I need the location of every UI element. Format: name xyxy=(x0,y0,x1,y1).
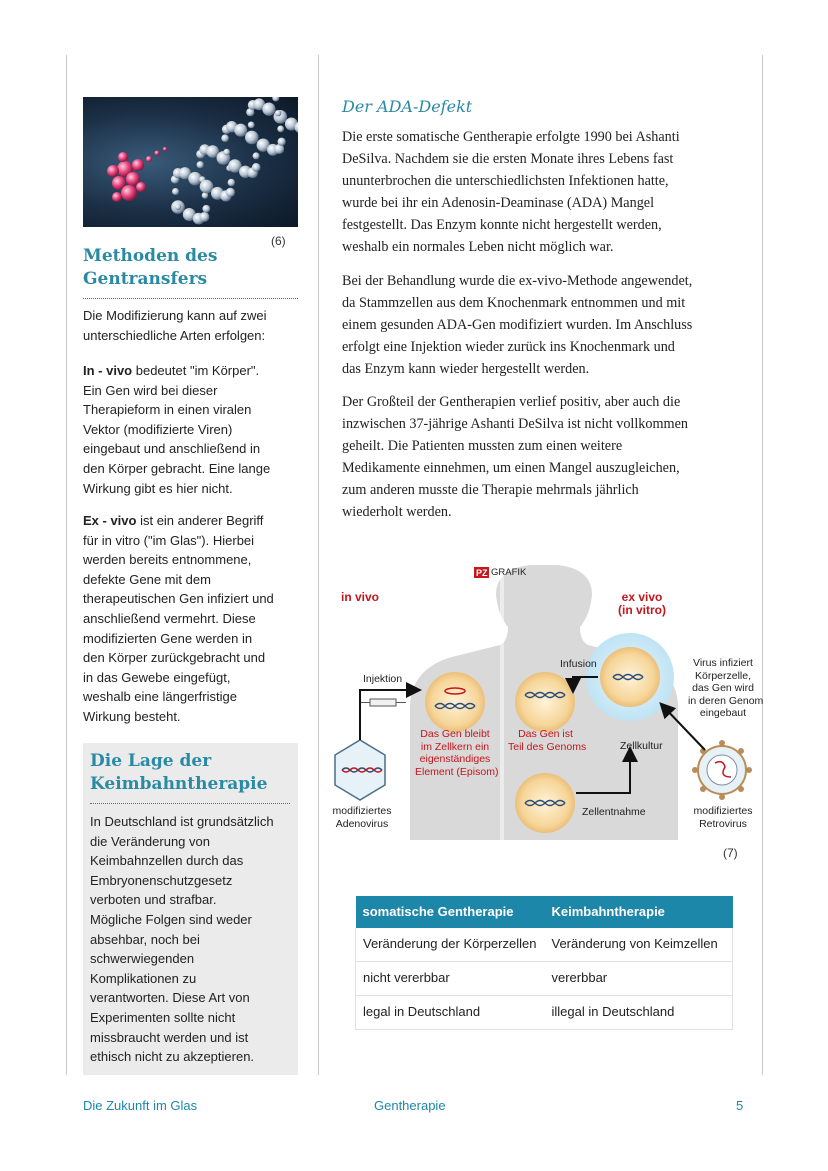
text-line: das Enzym kann wieder hergestellt werden. xyxy=(342,361,590,377)
label-line: Adenovirus xyxy=(335,817,389,830)
text-line: In Deutschland ist grundsätzlich xyxy=(90,814,274,829)
helix-bead xyxy=(175,204,181,210)
helix-bead xyxy=(200,180,214,194)
helix-bead xyxy=(228,179,235,186)
text-line: modifizierten Gene werden in xyxy=(83,630,253,646)
text-line: bedeutet "im Körper". xyxy=(132,363,260,378)
helix-bead xyxy=(221,134,229,142)
text-line: Medikamente einnehmen, um einen Mangel auszugleichen, xyxy=(342,460,680,476)
ada-heading: Der ADA-Defekt xyxy=(342,97,473,116)
text-line: festgestellt. Das Enzym konnte nicht hergestellt werden, xyxy=(342,217,662,233)
label-line: Das Gen bleibt xyxy=(420,728,490,740)
text-line: DeSilva. Nachdem sie die ersten Monate ihres Lebens fast xyxy=(342,151,674,167)
cell-in-vivo xyxy=(425,672,485,732)
table-cell: legal in Deutschland xyxy=(356,996,545,1030)
text-line: eingebaut und anschließend in xyxy=(83,441,261,457)
helix-bead xyxy=(245,131,259,145)
zellentnahme-label: Zellentnahme xyxy=(582,806,646,818)
dna-photo xyxy=(83,97,298,227)
label-line: eigenständiges xyxy=(419,753,491,765)
exvivo-paragraph xyxy=(83,511,274,727)
label-line: Körperzelle, xyxy=(694,669,752,682)
label-line: modifiziertes xyxy=(332,805,392,817)
label-line: eingebaut xyxy=(699,707,747,719)
text-line: Embryonenschutzgesetz xyxy=(90,872,233,888)
infusion-label: Infusion xyxy=(560,658,597,670)
table-row xyxy=(356,928,733,962)
text-line: Die erste somatische Gentherapie erfolgte 1990 bei Ashanti xyxy=(342,129,680,145)
text-line: Ein Gen wird bei dieser xyxy=(83,382,218,398)
helix-bead xyxy=(197,161,204,168)
page-number: 5 xyxy=(736,1098,744,1113)
section-title-keimbahn xyxy=(90,750,267,796)
zellkultur-label: Zellkultur xyxy=(620,740,663,752)
helix-bead xyxy=(223,149,230,156)
text-line: werden bereits entnommene, xyxy=(83,552,252,568)
text-line: Keimbahnzellen durch das xyxy=(90,853,244,869)
adenovirus-label xyxy=(330,805,394,830)
text-line: Komplikationen zu xyxy=(90,970,197,986)
text-line: Vektor (modifizierte Viren) xyxy=(83,421,233,437)
text-line: Wirkung gibt es hier nicht. xyxy=(83,480,233,496)
title-line-2: Gentransfers xyxy=(83,269,208,289)
text-line: verantworten. Diese Art von xyxy=(90,990,250,1006)
table-row xyxy=(356,996,733,1030)
dotted-divider xyxy=(83,298,298,299)
text-line: den Körper gebracht. Eine lange xyxy=(83,460,271,476)
column-rule-right xyxy=(762,55,763,1075)
table-cell: illegal in Deutschland xyxy=(545,996,733,1030)
text-line: schwerwiegenden xyxy=(90,951,195,967)
text-line: in das Gewebe eingefügt, xyxy=(83,669,231,685)
pz-badge: PZ xyxy=(476,568,488,578)
text-line: die Veränderung von xyxy=(90,833,210,849)
label-line: (in vitro) xyxy=(618,602,666,617)
dotted-divider xyxy=(90,803,290,804)
title-line-2: Keimbahntherapie xyxy=(90,774,268,794)
ada-paragraph-1 xyxy=(342,126,738,258)
table-cell: Veränderung der Körperzellen xyxy=(356,928,545,962)
text-line: Wirkung besteht. xyxy=(83,708,181,724)
figure-caption: (7) xyxy=(723,846,738,860)
text-line: Experimenten sollte nicht xyxy=(90,1009,236,1025)
text-line: verboten und strafbar. xyxy=(90,892,217,908)
text-line: weshalb ein normales Leben nicht möglich war. xyxy=(342,239,614,255)
text-line: für in vitro ("im Glas"). Hierbei xyxy=(83,532,255,548)
text-line: ununterbrochen die unterschiedlichsten Infektionen hatte, xyxy=(342,173,669,189)
text-line: weshalb eine längerfristige xyxy=(83,689,237,705)
retrovirus-label xyxy=(688,805,758,830)
helix-bead xyxy=(226,188,235,197)
cell-genome xyxy=(515,672,575,732)
ex-vivo-label xyxy=(612,591,672,616)
in-vivo-label: in vivo xyxy=(341,590,380,604)
invivo-paragraph xyxy=(83,361,270,498)
text-line: absehbar, noch bei xyxy=(90,931,200,947)
text-line: anschließend vermehrt. Diese xyxy=(83,610,256,626)
helix-bead xyxy=(277,126,284,133)
ada-paragraph-3 xyxy=(342,391,738,523)
helix-bead xyxy=(253,152,260,159)
invivo-term: In - vivo xyxy=(83,363,133,378)
table-header: Keimbahntherapie xyxy=(545,896,733,928)
helix-bead xyxy=(278,138,286,146)
column-rule-left xyxy=(66,55,67,1075)
retrovirus-graphic xyxy=(692,740,752,800)
label-line: ex vivo xyxy=(621,590,663,604)
footer-section: Gentherapie xyxy=(374,1098,446,1113)
text-line: inzwischen 37-jährige Ashanti DeSilva ist nicht vollkommen xyxy=(342,416,688,432)
ada-paragraph-2 xyxy=(342,270,738,380)
helix-bead xyxy=(275,110,281,116)
gen-ist-label xyxy=(508,728,587,753)
text-line: zum anderen musste die Therapie mehrmals jährlich xyxy=(342,482,639,498)
pink-cluster xyxy=(107,147,167,202)
label-line: Retrovirus xyxy=(699,817,747,830)
table-row xyxy=(356,962,733,996)
helix-bead xyxy=(262,103,275,116)
label-line: im Zellkern ein xyxy=(420,740,490,753)
label-line: das Gen wird xyxy=(692,682,754,694)
helix-bead xyxy=(202,205,210,213)
helix-bead xyxy=(248,122,255,129)
table-cell: nicht vererbbar xyxy=(356,962,545,996)
adenovirus-graphic xyxy=(335,740,385,800)
text-line: defekte Gene mit dem xyxy=(83,571,211,587)
text-line: missbraucht werden und ist xyxy=(90,1029,249,1045)
text-line: wiederholt werden. xyxy=(342,504,452,520)
text-line: einem gesunden ADA-Gen modifiziert wurden. Im Anschluss xyxy=(342,317,693,333)
helix-bead xyxy=(200,212,210,222)
grafik-label: GRAFIK xyxy=(491,567,527,578)
text-line: da Stammzellen aus dem Knochenmark entnommen und mit xyxy=(342,295,686,311)
text-line: ist ein anderer Begriff xyxy=(136,513,264,528)
label-line: Das Gen ist xyxy=(518,728,573,740)
text-line: geheilt. Die Patienten mussten zum einen weitere xyxy=(342,438,623,454)
gene-transfer-figure xyxy=(330,565,764,840)
text-line: wurde bei ihr ein Adenosin-Deaminase (ADA) Mangel xyxy=(342,195,655,211)
table-cell: vererbbar xyxy=(545,962,733,996)
text-line: ethisch nicht zu akzeptieren. xyxy=(90,1049,255,1065)
text-line: therapeutischen Gen infiziert und xyxy=(83,591,274,607)
helix-bead xyxy=(172,188,179,195)
table-header: somatische Gentherapie xyxy=(356,896,545,928)
exvivo-term: Ex - vivo xyxy=(83,513,137,528)
text-line: Mögliche Folgen sind weder xyxy=(90,911,252,927)
label-line: Teil des Genoms xyxy=(508,740,587,753)
column-rule-middle xyxy=(318,55,319,1075)
text-line: erfolgt eine Injektion wieder zurück ins Knochenmark und xyxy=(342,339,675,355)
helix-bead xyxy=(272,97,279,102)
title-line-1: Methoden des xyxy=(83,246,218,266)
text-line: Die Modifizierung kann auf zwei xyxy=(83,308,267,323)
label-line: Element (Episom) xyxy=(415,765,499,778)
text-line: Der Großteil der Gentherapien verlief positiv, aber auch die xyxy=(342,394,681,410)
arrow-injektion xyxy=(360,690,418,740)
text-line: Therapieform in einen viralen xyxy=(83,402,252,418)
footer-title: Die Zukunft im Glas xyxy=(83,1098,198,1113)
comparison-table xyxy=(355,896,733,1030)
label-line: Virus infiziert xyxy=(693,657,753,669)
helix-bead xyxy=(252,163,261,172)
table-header-row xyxy=(356,896,733,928)
virus-infiziert-label xyxy=(688,657,764,720)
section-title-methoden xyxy=(83,245,217,291)
table-cell: Veränderung von Keimzellen xyxy=(545,928,733,962)
helix-bead xyxy=(234,124,247,137)
injektion-label: Injektion xyxy=(363,673,403,685)
text-line: unterschiedliche Arten erfolgen: xyxy=(83,327,266,343)
methoden-intro xyxy=(83,306,267,345)
label-line: in deren Genom xyxy=(688,694,764,707)
syringe-graphic xyxy=(360,699,406,706)
title-line-1: Die Lage der xyxy=(90,751,212,771)
text-line: den Körper zurückgebracht und xyxy=(83,650,266,666)
photo-caption: (6) xyxy=(271,234,286,248)
cell-ex-vivo xyxy=(600,647,660,707)
keimbahn-paragraph xyxy=(90,812,274,1067)
gen-bleibt-label xyxy=(415,728,499,778)
dna-helix-image xyxy=(83,97,298,227)
text-line: Bei der Behandlung wurde die ex-vivo-Methode angewendet, xyxy=(342,273,693,289)
label-line: modifiziertes xyxy=(693,805,753,817)
helix-beads xyxy=(171,97,298,224)
